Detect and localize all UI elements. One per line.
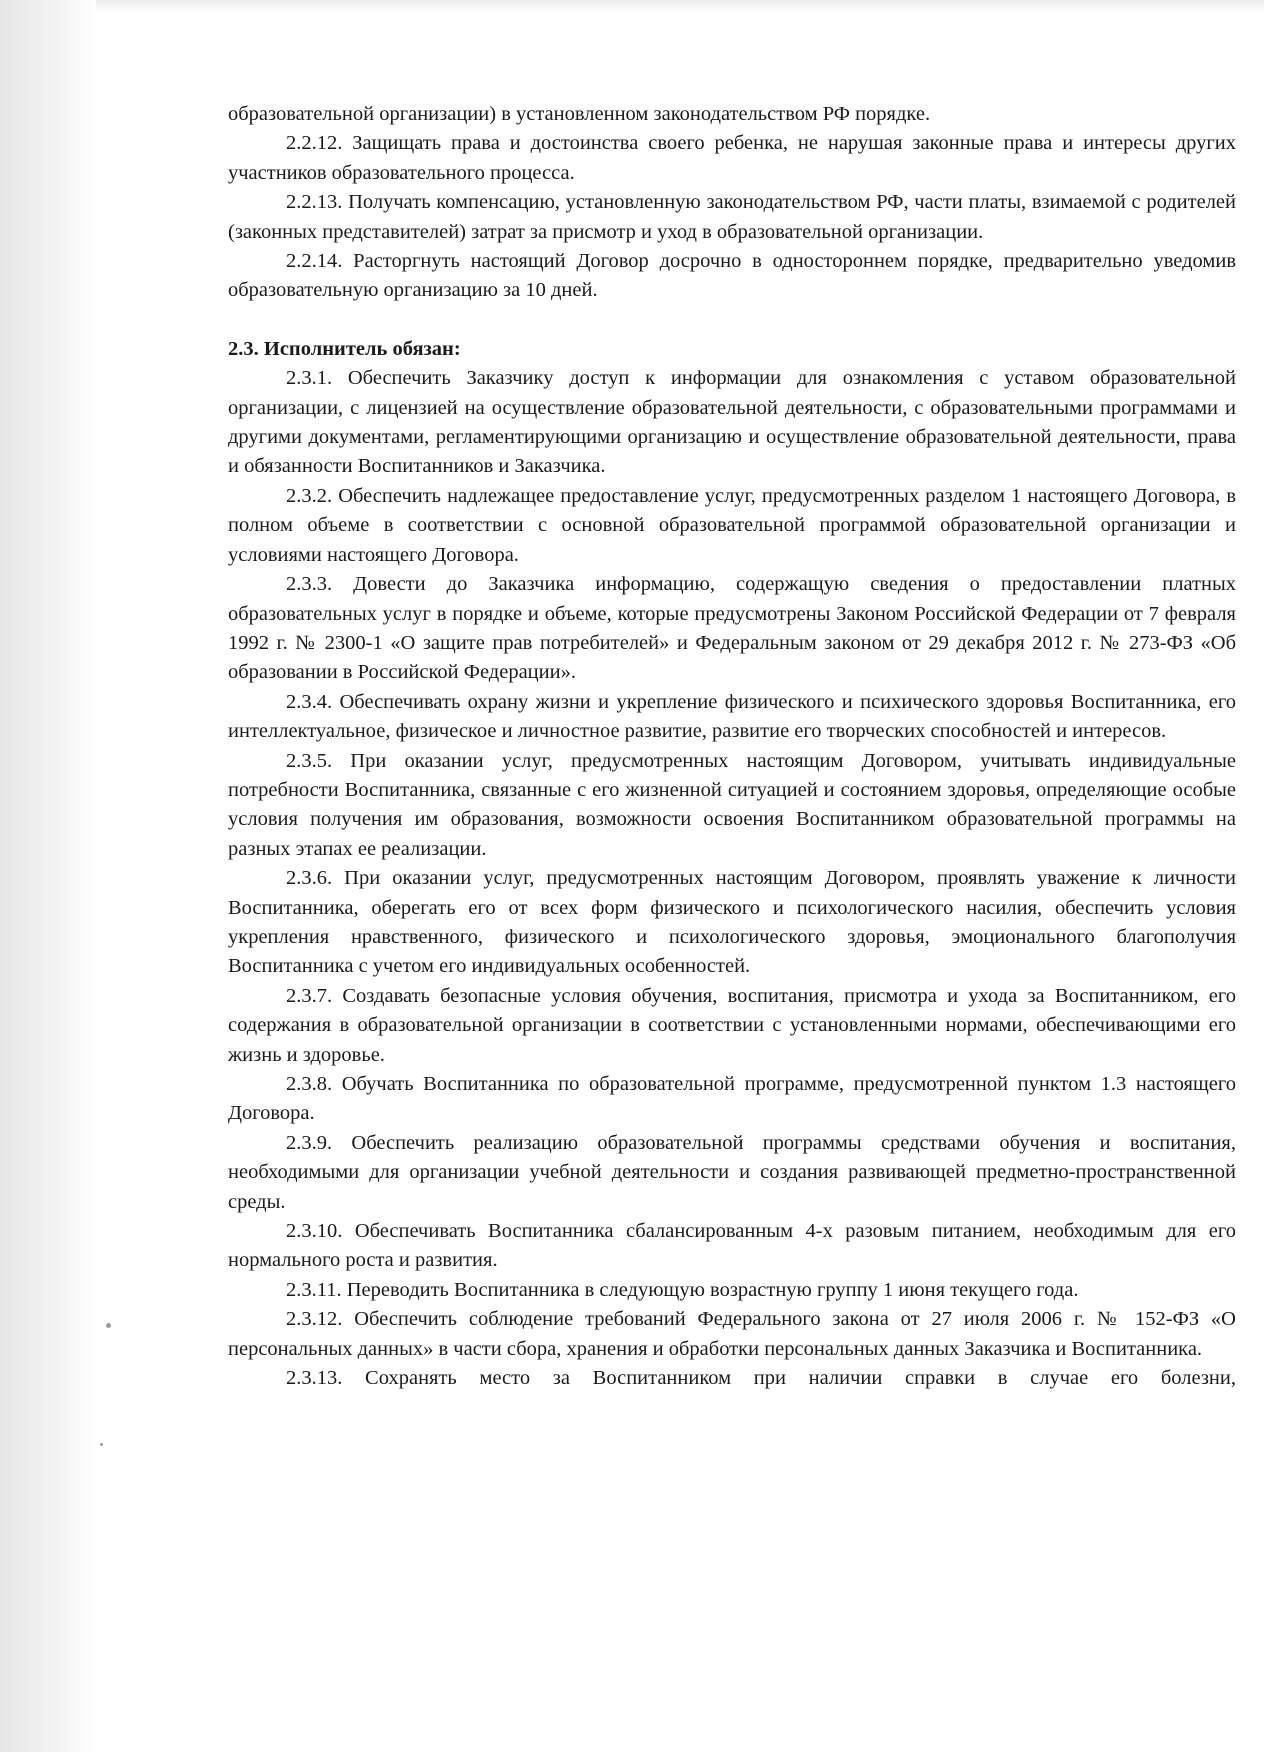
paragraph-2-3-11: 2.3.11. Переводить Воспитанника в следующую возрастную группу 1 июня текущего года. xyxy=(286,1278,1079,1301)
paragraph-2-3-12: 2.3.12. Обеспечить соблюдение требований Федерального закона от 27 июля 2006 г. № 152-ФЗ «О персональных данных» в части сбора, хранения и обработки персональных данных Заказчика и Воспитанника. xyxy=(228,1308,1236,1360)
scan-speck xyxy=(100,1443,103,1446)
scan-speck xyxy=(106,1323,111,1328)
document-page xyxy=(228,100,1236,1393)
paragraph-2-3-8: 2.3.8. Обучать Воспитанника по образовательной программе, предусмотренной пунктом 1.3 настоящего Договора. xyxy=(228,1073,1236,1125)
paragraph-2-3-4: 2.3.4. Обеспечивать охрану жизни и укрепление физического и психического здоровья Воспитанника, его интеллектуальное, физическое и личностное развитие, развитие его творческих способностей и интересов. xyxy=(228,690,1236,743)
paragraph-2-3-10: 2.3.10. Обеспечивать Воспитанника сбалансированным 4-х разовым питанием, необходимым для его нормального роста и развития. xyxy=(228,1220,1236,1272)
paragraph-2-3-13: 2.3.13. Сохранять место за Воспитанником при наличии справки в случае его болезни, xyxy=(286,1367,1236,1390)
paragraph-2-2-11-continuation: образовательной организации) в установленном законодательством РФ порядке. xyxy=(228,103,931,125)
paragraph-2-3-1: 2.3.1. Обеспечить Заказчику доступ к информации для ознакомления с уставом образовательной организации, с лицензией на осуществление образовательной деятельности, с образовательными программами и другими документами, регламентирующими организацию и осуществление образовательной деятельности, права и обязанности Воспитанников и Заказчика. xyxy=(228,367,1236,478)
scan-top-margin xyxy=(96,0,1264,12)
paragraph-2-3-3: 2.3.3. Довести до Заказчика информацию, содержащую сведения о предоставлении платных образовательных услуг в порядке и объеме, которые предусмотрены Законом Российской Федерации от 7 февраля 1992 г. № 2300-1 «О защите прав потребителей» и Федеральным законом от 29 декабря 2012 г. № 273-ФЗ «Об образовании в Российской Федерации». xyxy=(228,573,1236,684)
paragraph-2-3-9: 2.3.9. Обеспечить реализацию образовательной программы средствами обучения и воспитания, необходимыми для организации учебной деятельности и создания развивающей предметно-пространственной среды. xyxy=(228,1131,1236,1213)
paragraph-2-3-7: 2.3.7. Создавать безопасные условия обучения, воспитания, присмотра и ухода за Воспитанником, его содержания в образовательной организации в соответствии с установленными нормами, обеспечивающими его жизнь и здоровье. xyxy=(228,984,1236,1066)
paragraph-2-3-6: 2.3.6. При оказании услуг, предусмотренных настоящим Договором, проявлять уважение к личности Воспитанника, оберегать его от всех форм физического и психологического насилия, обеспечить условия укрепления нравственного, физического и психологического здоровья, эмоционального благополучия Воспитанника с учетом его индивидуальных особенностей. xyxy=(228,867,1236,978)
paragraph-2-2-12: 2.2.12. Защищать права и достоинства своего ребенка, не нарушая законные права и интересы других участников образовательного процесса. xyxy=(228,132,1236,184)
paragraph-2-3-5: 2.3.5. При оказании услуг, предусмотренных настоящим Договором, учитывать индивидуальные потребности Воспитанника, связанные с его жизненной ситуацией и состоянием здоровья, определяющие особые условия получения им образования, возможности освоения Воспитанником образовательной программы на разных этапах ее реализации. xyxy=(228,749,1236,860)
paragraph-2-2-13: 2.2.13. Получать компенсацию, установленную законодательством РФ, части платы, взимаемой с родителей (законных представителей) затрат за присмотр и уход в образовательной организации. xyxy=(228,191,1236,243)
paragraph-2-3-2: 2.3.2. Обеспечить надлежащее предоставление услуг, предусмотренных разделом 1 настоящего Договора, в полном объеме в соответствии с основной образовательной программой образовательной организации и условиями настоящего Договора. xyxy=(228,484,1236,566)
paragraph-2-2-14: 2.2.14. Расторгнуть настоящий Договор досрочно в одностороннем порядке, предварительно уведомив образовательную организацию за 10 дней. xyxy=(228,250,1236,302)
section-heading-2-3: 2.3. Исполнитель обязан: xyxy=(228,337,461,360)
scan-left-margin xyxy=(0,0,96,1752)
